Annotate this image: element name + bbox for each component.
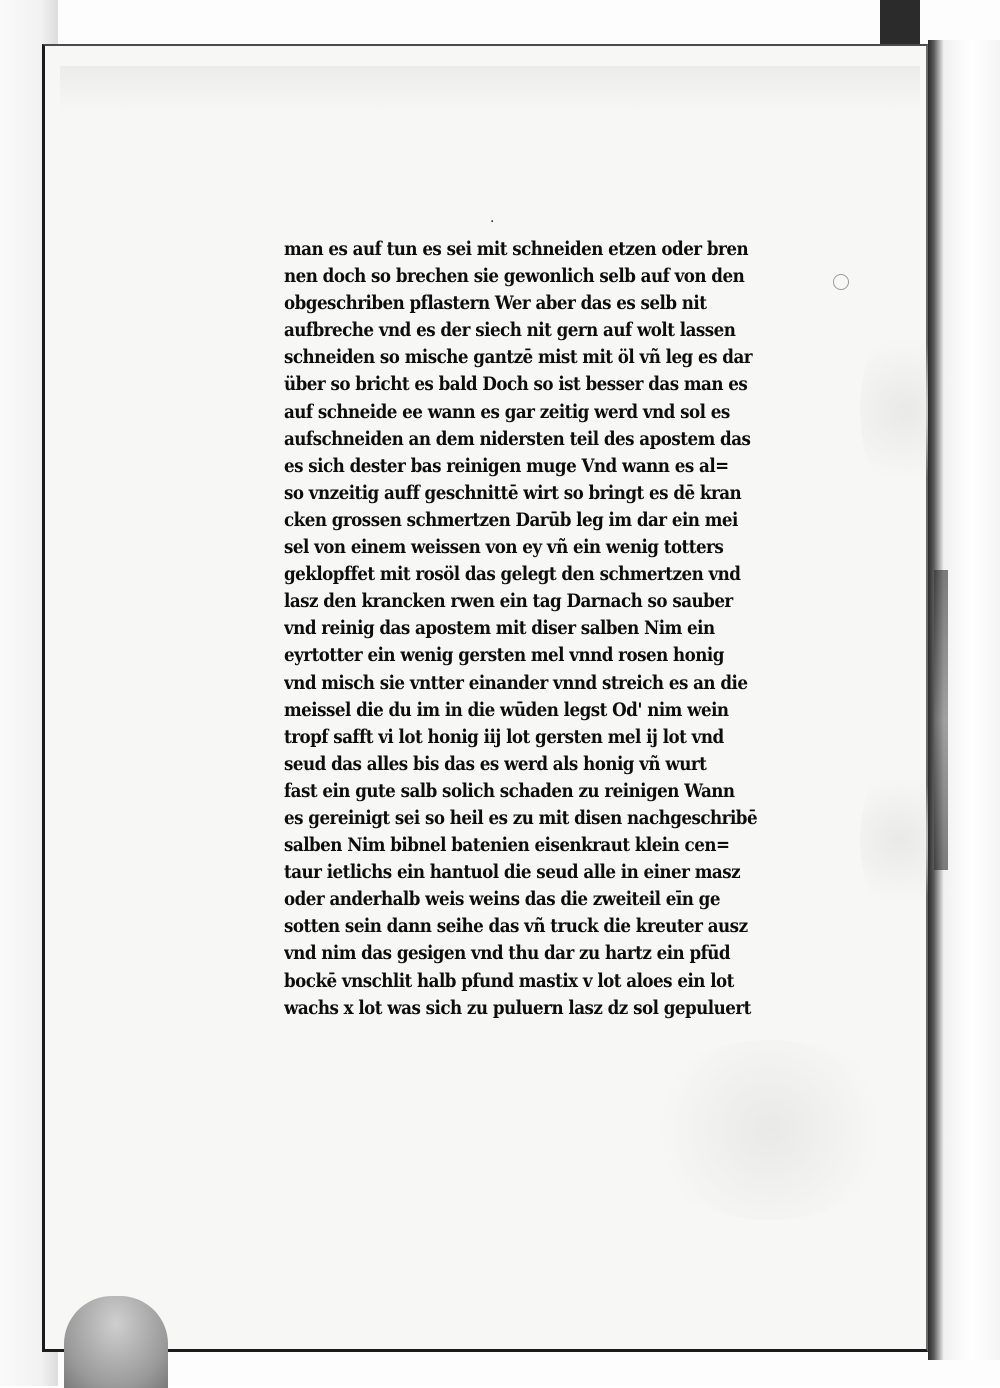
- text-line: vnd reinig das apostem mit diser salben Nim ein: [284, 617, 715, 640]
- page-top-bleed: [60, 66, 920, 112]
- text-line: tropf safft vi lot honig iij lot gersten mel ij lot vnd: [284, 725, 724, 748]
- text-line: aufschneiden an dem nidersten teil des apostem das: [284, 427, 751, 450]
- text-line: fast ein gute salb solich schaden zu reinigen Wann: [284, 779, 735, 802]
- margin-hole: [833, 274, 849, 290]
- text-line: seud das alles bis das es werd als honig vñ wurt: [284, 752, 707, 775]
- text-line: vnd nim das gesigen vnd thu dar zu hartz ein pfūd: [284, 942, 731, 965]
- signature-mark: ·: [490, 214, 495, 230]
- text-line: aufbreche vnd es der siech nit gern auf wolt lassen: [284, 319, 736, 342]
- paper-stain: [640, 1040, 900, 1220]
- blackletter-text-block: [284, 236, 828, 1022]
- text-line: man es auf tun es sei mit schneiden etzen oder bren: [284, 238, 749, 260]
- text-line: bockē vnschlit halb pfund mastix v lot aloes ein lot: [284, 969, 734, 992]
- text-line: vnd misch sie vntter einander vnnd streich es an die: [284, 671, 748, 694]
- page-clip: [880, 0, 920, 44]
- text-line: eyrtotter ein wenig gersten mel vnnd rosen honig: [284, 644, 724, 667]
- text-line: meissel die du im in die wūden legst Od' nim wein: [284, 698, 729, 721]
- facing-page-edge: [928, 40, 1000, 1360]
- text-line: über so bricht es bald Doch so ist besser das man es: [284, 373, 748, 396]
- text-line: salben Nim bibnel batenien eisenkraut klein cen=: [284, 834, 730, 857]
- scanner-thumb: [64, 1296, 168, 1388]
- text-line: nen doch so brechen sie gewonlich selb auf von den: [284, 265, 745, 288]
- text-line: sotten sein dann seihe das vñ truck die kreuter ausz: [284, 915, 748, 938]
- text-line: sel von einem weissen von ey vñ ein wenig totters: [284, 536, 724, 559]
- text-line: so vnzeitig auff geschnittē wirt so bringt es dē kran: [284, 481, 742, 504]
- text-line: oder anderhalb weis weins das die zweiteil eīn ge: [284, 888, 720, 911]
- text-line: es sich dester bas reinigen muge Vnd wann es al=: [284, 454, 729, 477]
- text-line: schneiden so mische gantzē mist mit öl vñ leg es dar: [284, 346, 753, 369]
- text-line: cken grossen schmertzen Darūb leg im dar ein mei: [284, 508, 738, 531]
- facing-page-ink: [934, 570, 948, 870]
- text-line: es gereinigt sei so heil es zu mit disen nachgeschribē: [284, 806, 758, 829]
- text-line: geklopffet mit rosöl das gelegt den schmertzen vnd: [284, 563, 741, 586]
- text-line: lasz den krancken rwen ein tag Darnach so sauber: [284, 590, 733, 613]
- text-line: taur ietlichs ein hantuol die seud alle in einer masz: [284, 861, 741, 884]
- text-line: obgeschriben pflastern Wer aber das es selb nit: [284, 292, 707, 315]
- text-line: wachs x lot was sich zu puluern lasz dz sol gepuluert: [284, 996, 751, 1019]
- text-line: auf schneide ee wann es gar zeitig werd vnd sol es: [284, 400, 730, 423]
